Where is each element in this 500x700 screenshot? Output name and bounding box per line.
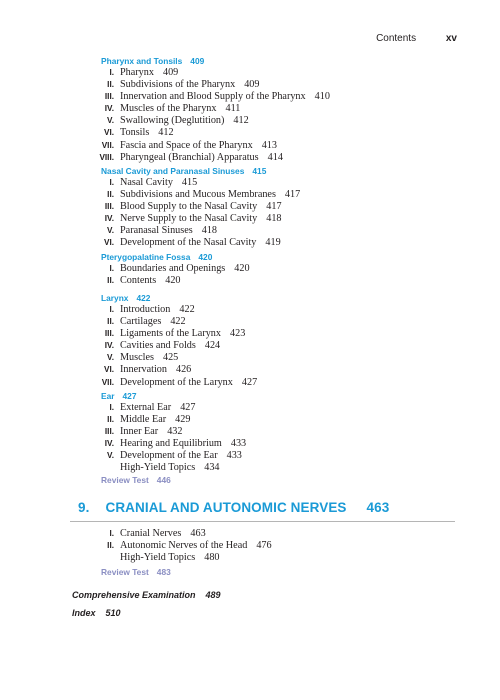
toc-entry[interactable] — [92, 304, 257, 316]
review-test-link[interactable] — [101, 566, 171, 578]
entry-title: Cartilages — [120, 316, 162, 328]
entry-title: External Ear — [120, 402, 172, 413]
toc-entry[interactable] — [92, 225, 300, 237]
back-matter-label: Index — [72, 608, 96, 618]
chapter-number: 9. — [78, 500, 90, 515]
section-page: 420 — [198, 252, 213, 262]
entry-title: Development of the Ear — [120, 450, 218, 462]
entry-page: 412 — [158, 127, 174, 139]
entry-numeral: V. — [107, 116, 114, 126]
toc-entry[interactable] — [92, 462, 246, 474]
toc-list-ear — [92, 402, 246, 475]
review-test-label: Review Test — [101, 475, 149, 485]
section-page: 409 — [190, 56, 205, 66]
entry-page: 424 — [204, 340, 221, 352]
entry-page: 413 — [261, 139, 277, 151]
entry-page: 476 — [256, 540, 272, 552]
entry-page: 414 — [267, 151, 283, 163]
entry-numeral: IV. — [104, 104, 114, 114]
entry-title: Fascia and Space of the Pharynx — [120, 139, 253, 151]
entry-title: Tonsils — [120, 127, 150, 139]
entry-numeral: VIII. — [99, 152, 114, 162]
toc-entry[interactable] — [92, 352, 257, 364]
back-matter-page: 510 — [105, 608, 121, 618]
entry-page: 426 — [175, 364, 192, 376]
toc-entry[interactable] — [92, 103, 330, 115]
entry-numeral: I. — [109, 305, 114, 314]
entry-page: 417 — [284, 189, 301, 201]
entry-page: 425 — [162, 352, 179, 364]
toc-entry[interactable] — [92, 426, 246, 438]
entry-page: 415 — [181, 177, 198, 188]
entry-numeral: V. — [107, 353, 114, 363]
section-heading-ear[interactable] — [101, 390, 137, 402]
entry-numeral: VII. — [101, 140, 114, 150]
chapter-heading[interactable] — [78, 500, 389, 515]
review-test-link[interactable] — [101, 474, 171, 486]
entry-page: 433 — [230, 438, 247, 450]
entry-title: Boundaries and Openings — [120, 263, 226, 274]
entry-title: Muscles — [120, 352, 154, 364]
entry-numeral: I. — [109, 178, 114, 187]
toc-entry[interactable] — [92, 115, 330, 127]
section-title: Pterygopalatine Fossa — [101, 252, 191, 262]
entry-page: 423 — [230, 328, 246, 340]
entry-title: Development of the Nasal Cavity — [120, 237, 257, 249]
entry-numeral: VI. — [103, 128, 114, 138]
toc-entry[interactable] — [92, 552, 272, 564]
entry-numeral: I. — [109, 68, 114, 77]
entry-numeral: III. — [104, 427, 114, 437]
entry-title: Pharyngeal (Branchial) Apparatus — [120, 151, 259, 163]
toc-entry[interactable] — [92, 201, 300, 213]
section-heading-larynx[interactable] — [101, 292, 150, 304]
comprehensive-examination-link[interactable] — [72, 588, 221, 602]
toc-entry[interactable] — [92, 189, 300, 201]
entry-page: 409 — [244, 79, 260, 91]
section-page: 427 — [122, 391, 137, 401]
entry-numeral: IV. — [104, 341, 114, 351]
entry-title: Nerve Supply to the Nasal Cavity — [120, 213, 258, 225]
entry-page: 480 — [204, 552, 220, 564]
entry-numeral: II. — [107, 190, 114, 200]
entry-numeral: VI. — [103, 365, 114, 375]
entry-numeral: II. — [107, 317, 114, 327]
toc-entry[interactable] — [92, 377, 257, 389]
entry-title: Contents — [120, 275, 157, 287]
entry-title: Muscles of the Pharynx — [120, 103, 217, 115]
chapter-page: 463 — [366, 500, 390, 515]
toc-entry[interactable] — [92, 528, 272, 540]
section-heading-pterygopalatine-fossa[interactable] — [101, 251, 212, 263]
toc-entry[interactable] — [92, 79, 330, 91]
entry-page: 422 — [170, 316, 186, 328]
entry-title: Development of the Larynx — [120, 376, 233, 388]
entry-title: Hearing and Equilibrium — [120, 438, 222, 450]
entry-numeral: II. — [107, 276, 114, 286]
review-test-label: Review Test — [101, 567, 149, 577]
toc-entry[interactable] — [92, 127, 330, 139]
entry-title: Middle Ear — [120, 414, 167, 426]
entry-page: 419 — [265, 237, 281, 249]
section-title: Larynx — [101, 293, 129, 303]
entry-numeral: I. — [109, 529, 114, 538]
section-title: Pharynx and Tonsils — [101, 56, 183, 66]
entry-title: Introduction — [120, 304, 171, 315]
entry-page: 410 — [314, 91, 330, 103]
entry-page: 433 — [226, 450, 242, 462]
entry-title: Subdivisions of the Pharynx — [120, 79, 236, 91]
page-folio: xv — [445, 33, 457, 44]
entry-numeral: V. — [107, 451, 114, 461]
entry-page: 409 — [162, 67, 179, 78]
entry-title: High-Yield Topics — [120, 552, 196, 564]
toc-entry[interactable] — [92, 364, 257, 376]
toc-entry[interactable] — [92, 263, 250, 275]
entry-title: Innervation and Blood Supply of the Pharynx — [120, 91, 306, 103]
toc-entry[interactable] — [92, 340, 257, 352]
entry-page: 411 — [225, 103, 241, 115]
entry-title: Pharynx — [120, 67, 154, 78]
entry-numeral: V. — [107, 226, 114, 236]
running-head-label: Contents — [376, 33, 417, 44]
chapter-divider — [70, 521, 455, 522]
entry-title: Blood Supply to the Nasal Cavity — [120, 201, 258, 213]
section-title: Ear — [101, 391, 115, 401]
entry-page: 418 — [266, 213, 282, 225]
toc-list-larynx — [92, 304, 257, 389]
entry-numeral: III. — [104, 202, 114, 212]
toc-entry[interactable] — [92, 402, 246, 414]
review-test-page: 446 — [156, 475, 171, 485]
toc-entry[interactable] — [92, 540, 272, 552]
toc-entry[interactable] — [92, 91, 330, 103]
entry-page: 418 — [201, 225, 217, 237]
toc-list-pharynx — [92, 67, 330, 164]
chapter-title: CRANIAL AND AUTONOMIC NERVES — [105, 500, 347, 515]
entry-page: 420 — [234, 263, 250, 274]
toc-entry[interactable] — [92, 213, 300, 225]
section-page: 415 — [252, 166, 267, 176]
toc-entry[interactable] — [92, 414, 246, 426]
toc-entry[interactable] — [92, 237, 300, 249]
entry-numeral: VI. — [103, 238, 114, 248]
section-title: Nasal Cavity and Paranasal Sinuses — [101, 166, 245, 176]
entry-title: Autonomic Nerves of the Head — [120, 540, 248, 552]
running-head — [376, 33, 457, 44]
section-page: 422 — [136, 293, 151, 303]
section-heading-pharynx[interactable] — [101, 55, 204, 67]
toc-entry[interactable] — [92, 450, 246, 462]
entry-page: 422 — [179, 304, 195, 315]
back-matter-page: 489 — [205, 590, 221, 600]
toc-list-chapter-9 — [92, 528, 272, 564]
entry-page: 434 — [204, 462, 220, 474]
entry-page: 463 — [190, 528, 206, 539]
entry-page: 420 — [165, 275, 181, 287]
entry-numeral: I. — [109, 403, 114, 412]
toc-list-nasal-cavity — [92, 177, 300, 250]
toc-entry[interactable] — [92, 316, 257, 328]
entry-title: Swallowing (Deglutition) — [120, 115, 225, 127]
entry-page: 432 — [167, 426, 183, 438]
entry-title: Paranasal Sinuses — [120, 225, 193, 237]
entry-title: Cranial Nerves — [120, 528, 182, 539]
toc-entry[interactable] — [92, 275, 250, 287]
entry-numeral: I. — [109, 264, 114, 273]
entry-numeral: IV. — [104, 214, 114, 224]
toc-entry[interactable] — [92, 438, 246, 450]
entry-numeral: III. — [104, 92, 114, 102]
entry-title: Innervation — [120, 364, 167, 376]
entry-title: Cavities and Folds — [120, 340, 196, 352]
toc-entry[interactable] — [92, 67, 330, 79]
entry-numeral: IV. — [104, 439, 114, 449]
review-test-page: 483 — [156, 567, 171, 577]
entry-title: Inner Ear — [120, 426, 159, 438]
toc-entry[interactable] — [92, 140, 330, 152]
entry-page: 412 — [233, 115, 249, 127]
section-heading-nasal-cavity[interactable] — [101, 165, 266, 177]
entry-title: Ligaments of the Larynx — [120, 328, 221, 340]
entry-title: Nasal Cavity — [120, 177, 173, 188]
entry-page: 429 — [175, 414, 191, 426]
toc-entry[interactable] — [92, 152, 330, 164]
entry-numeral: VII. — [101, 377, 114, 387]
toc-entry[interactable] — [92, 328, 257, 340]
entry-numeral: II. — [107, 541, 114, 551]
entry-numeral: II. — [107, 415, 114, 425]
entry-numeral: III. — [104, 329, 114, 339]
entry-title: High-Yield Topics — [120, 462, 196, 474]
entry-page: 427 — [241, 376, 258, 388]
toc-entry[interactable] — [92, 177, 300, 189]
entry-page: 427 — [180, 402, 196, 413]
entry-numeral: II. — [107, 80, 114, 90]
index-link[interactable] — [72, 606, 121, 620]
toc-list-pterygopalatine-fossa — [92, 263, 250, 287]
entry-title: Subdivisions and Mucous Membranes — [120, 189, 276, 201]
back-matter-label: Comprehensive Examination — [72, 590, 196, 600]
entry-page: 417 — [266, 201, 282, 213]
